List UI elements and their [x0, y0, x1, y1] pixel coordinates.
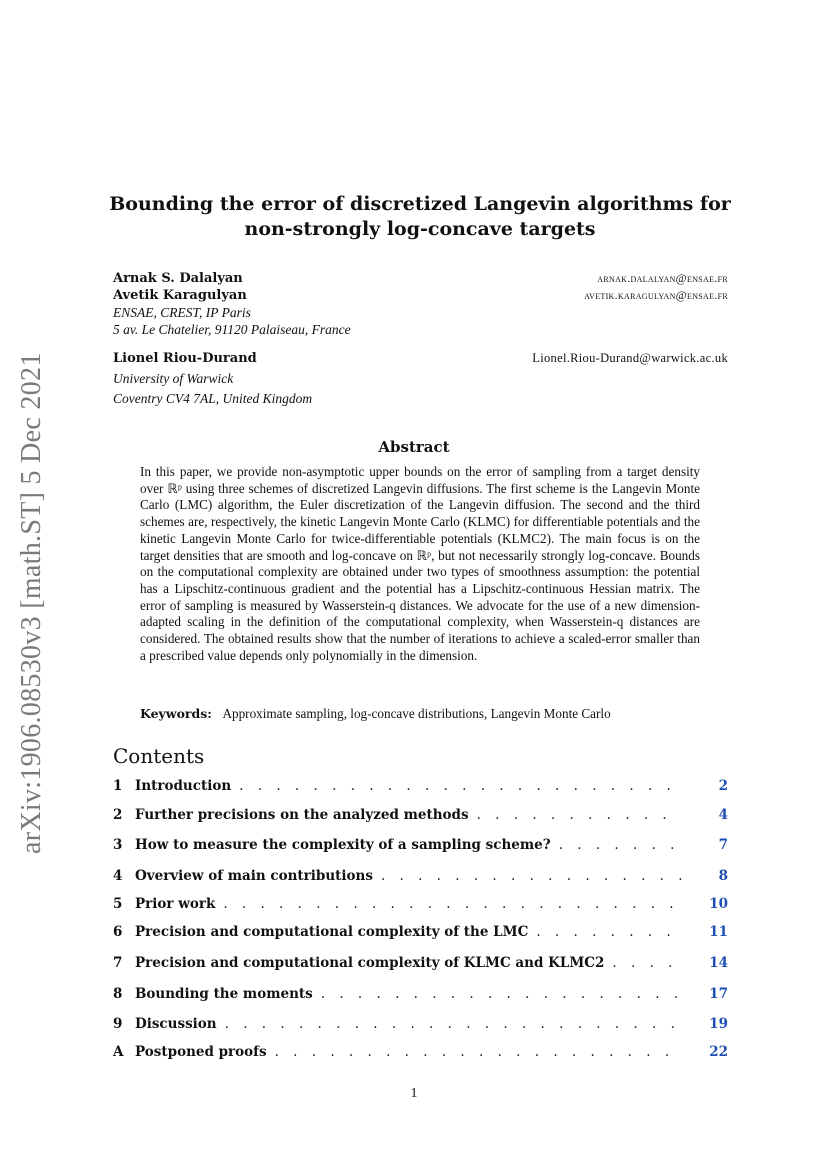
toc-entry[interactable]: [113, 896, 728, 916]
toc-entry-number: 8: [113, 986, 123, 1002]
toc-entry-title-link[interactable]: How to measure the complexity of a sampling scheme?: [135, 837, 551, 853]
toc-entry-number: 6: [113, 924, 123, 940]
abstract-heading: Abstract: [378, 438, 450, 456]
toc-leader-dots: [381, 868, 682, 884]
toc-entry-number: 7: [113, 955, 123, 971]
toc-page-link[interactable]: 14: [709, 955, 728, 971]
toc-page-link[interactable]: 22: [709, 1044, 728, 1060]
toc-leader-dots: [321, 986, 682, 1002]
keywords-text: Approximate sampling, log-concave distributions, Langevin Monte Carlo: [222, 706, 611, 721]
paper-title-line-1: Bounding the error of discretized Langevin algorithms for: [109, 193, 731, 215]
toc-entry-number: A: [113, 1044, 124, 1060]
toc-entry[interactable]: [113, 986, 728, 1006]
toc-entry[interactable]: [113, 807, 728, 827]
toc-page-link[interactable]: 7: [718, 837, 728, 853]
page-number: 1: [410, 1086, 418, 1101]
toc-entry[interactable]: [113, 837, 728, 857]
contents-heading: Contents: [113, 744, 205, 768]
toc-leader-dots: [225, 1016, 682, 1032]
toc-page-link[interactable]: 8: [718, 868, 728, 884]
toc-entry-title-link[interactable]: Discussion: [135, 1016, 217, 1032]
author-name: Lionel Riou-Durand: [113, 351, 257, 366]
author-block-ensae: [113, 270, 728, 338]
toc-entry-title-link[interactable]: Further precisions on the analyzed methods: [135, 807, 469, 823]
keywords: [140, 705, 700, 722]
abstract-text: In this paper, we provide non-asymptotic upper bounds on the error of sampling from a target density over ℝᵖ using three schemes of discretized Langevin diffusions. The first scheme is the Langevin Monte Carlo (LMC) algorithm, the Euler discretization of the Langevin diffusion. The second and the third schemes are, respectively, the kinetic Langevin Monte Carlo (KLMC) for differentiable potentials and the kinetic Langevin Monte Carlo for twice-differentiable potentials (KLMC2). The main focus is on the target densities that are smooth and log-concave on ℝᵖ, but not necessarily strongly log-concave. Bounds on the computational complexity are obtained under two types of smoothness assumption: the potential has a Lipschitz-continuous gradient and the potential has a Lipschitz-continuous Hessian matrix. The error of sampling is measured by Wasserstein-q distances. We advocate for the use of a new dimension-adapted scaling in the definition of the computational complexity, when Wasserstein-q distances are considered. The obtained results show that the number of iterations to achieve a scaled-error smaller than a prescribed value depends only polynomially in the dimension.: [140, 464, 700, 663]
toc-leader-dots: [536, 924, 682, 940]
toc-entry[interactable]: [113, 1044, 728, 1064]
toc-entry-number: 2: [113, 807, 123, 823]
toc-entry[interactable]: [113, 955, 728, 975]
arxiv-identifier-stamp: arXiv:1906.08530v3 [math.ST] 5 Dec 2021: [16, 352, 47, 854]
affiliation-address: 5 av. Le Chatelier, 91120 Palaiseau, France: [113, 322, 351, 337]
affiliation-address: Coventry CV4 7AL, United Kingdom: [113, 391, 313, 406]
toc-leader-dots: [223, 896, 682, 912]
toc-page-link[interactable]: 11: [709, 924, 728, 940]
toc-entry-number: 1: [113, 778, 123, 794]
toc-entry-number: 4: [113, 868, 123, 884]
author-email-link[interactable]: Lionel.Riou-Durand@warwick.ac.uk: [532, 351, 728, 365]
toc-entry-title-link[interactable]: Prior work: [135, 896, 216, 912]
toc-page-link[interactable]: 19: [709, 1016, 728, 1032]
affiliation-line: University of Warwick: [113, 371, 234, 386]
affiliation-line: ENSAE, CREST, IP Paris: [113, 305, 251, 320]
toc-entry-title-link[interactable]: Postponed proofs: [135, 1044, 267, 1060]
toc-entry-number: 5: [113, 896, 123, 912]
paper-title: [100, 192, 740, 242]
toc-page-link[interactable]: 17: [709, 986, 728, 1002]
toc-entry[interactable]: [113, 778, 728, 798]
toc-page-link[interactable]: 10: [709, 896, 728, 912]
toc-entry-title-link[interactable]: Precision and computational complexity of the LMC: [135, 924, 529, 940]
toc-entry-title-link[interactable]: Bounding the moments: [135, 986, 313, 1002]
toc-leader-dots: [275, 1044, 682, 1060]
toc-entry-title-link[interactable]: Precision and computational complexity of KLMC and KLMC2: [135, 955, 605, 971]
toc-leader-dots: [612, 955, 682, 971]
toc-entry[interactable]: [113, 1016, 728, 1036]
toc-leader-dots: [239, 778, 682, 794]
paper-title-line-2: non-strongly log-concave targets: [244, 218, 596, 240]
toc-leader-dots: [477, 807, 682, 823]
author-email-link[interactable]: arnak.dalalyan@ensae.fr: [597, 271, 728, 285]
toc-entry[interactable]: [113, 868, 728, 888]
toc-entry-number: 9: [113, 1016, 123, 1032]
toc-entry-title-link[interactable]: Introduction: [135, 778, 232, 794]
keywords-label: Keywords:: [140, 706, 212, 721]
toc-entry-number: 3: [113, 837, 123, 853]
author-name: Arnak S. Dalalyan: [113, 271, 243, 286]
toc-leader-dots: [559, 837, 682, 853]
toc-page-link[interactable]: 2: [718, 778, 728, 794]
toc-page-link[interactable]: 4: [718, 807, 728, 823]
author-name: Avetik Karagulyan: [113, 288, 247, 303]
toc-entry-title-link[interactable]: Overview of main contributions: [135, 868, 373, 884]
author-email-link[interactable]: avetik.karagulyan@ensae.fr: [584, 288, 728, 302]
toc-entry[interactable]: [113, 924, 728, 944]
author-block-warwick: [113, 350, 728, 407]
